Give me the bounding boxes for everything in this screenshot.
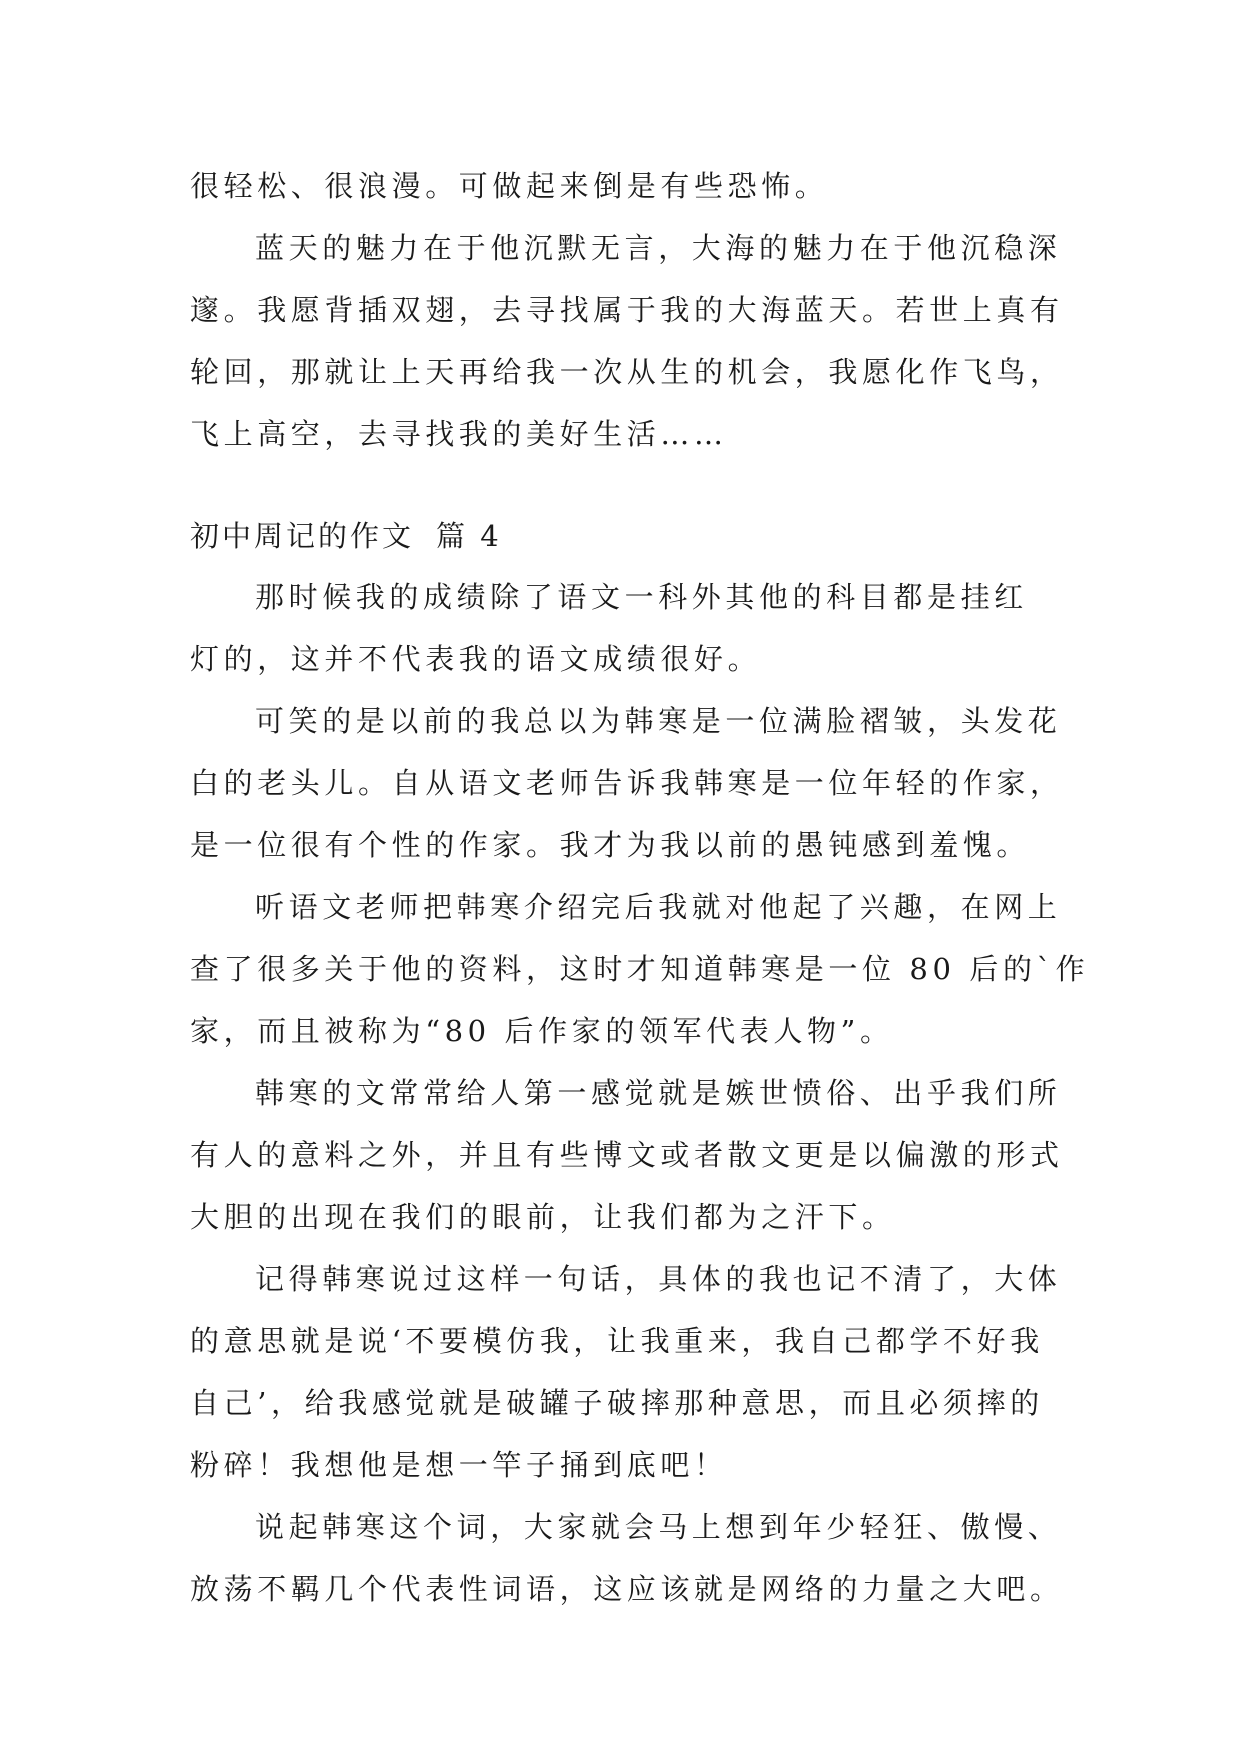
- paragraph-start-line: 蓝天的魅力在于他沉默无言，大海的魅力在于他沉稳深: [255, 231, 1062, 265]
- paragraph-start-line: 记得韩寒说过这样一句话，具体的我也记不清了，大体: [255, 1262, 1062, 1296]
- text-line: 灯的，这并不代表我的语文成绩很好。: [190, 642, 762, 676]
- paragraph-start-line: 可笑的是以前的我总以为韩寒是一位满脸褶皱，头发花: [255, 704, 1062, 738]
- essay-heading: [190, 505, 502, 567]
- essay-body: [190, 566, 1090, 1620]
- text-line: 自己’，给我感觉就是破罐子破摔那种意思，而且必须摔的: [190, 1386, 1044, 1420]
- text-line: 很轻松、很浪漫。可做起来倒是有些恐怖。: [190, 169, 829, 203]
- text-line: 家，而且被称为“80 后作家的领军代表人物”。: [190, 1014, 894, 1048]
- previous-essay-ending: [190, 155, 1070, 465]
- text-line: 查了很多关于他的资料，这时才知道韩寒是一位 80 后的`作: [190, 952, 1090, 986]
- essay-title: 初中周记的作文: [190, 519, 415, 553]
- paragraph-start-line: 听语文老师把韩寒介绍完后我就对他起了兴趣，在网上: [255, 890, 1062, 924]
- paragraph-start-line: 韩寒的文常常给人第一感觉就是嫉世愤俗、出乎我们所: [255, 1076, 1062, 1110]
- text-line: 粉碎！我想他是想一竿子捅到底吧！: [190, 1448, 728, 1482]
- paragraph-start-line: 那时候我的成绩除了语文一科外其他的科目都是挂红: [255, 580, 1028, 614]
- text-line: 有人的意料之外，并且有些博文或者散文更是以偏激的形式: [190, 1138, 1064, 1172]
- text-line: 放荡不羁几个代表性词语，这应该就是网络的力量之大吧。: [190, 1572, 1064, 1606]
- paragraph-start-line: 说起韩寒这个词，大家就会马上想到年少轻狂、傲慢、: [255, 1510, 1062, 1544]
- text-line: 飞上高空，去寻找我的美好生活……: [190, 417, 728, 451]
- text-line: 的意思就是说‘不要模仿我，让我重来，我自己都学不好我: [190, 1324, 1044, 1358]
- text-line: 是一位很有个性的作家。我才为我以前的愚钝感到羞愧。: [190, 828, 1031, 862]
- text-line: 白的老头儿。自从语文老师告诉我韩寒是一位年轻的作家，: [190, 766, 1064, 800]
- text-line: 轮回，那就让上天再给我一次从生的机会，我愿化作飞鸟，: [190, 355, 1064, 389]
- essay-section-number: 篇 4: [436, 519, 502, 553]
- text-line: 邃。我愿背插双翅，去寻找属于我的大海蓝天。若世上真有: [190, 293, 1064, 327]
- text-line: 大胆的出现在我们的眼前，让我们都为之汗下。: [190, 1200, 896, 1234]
